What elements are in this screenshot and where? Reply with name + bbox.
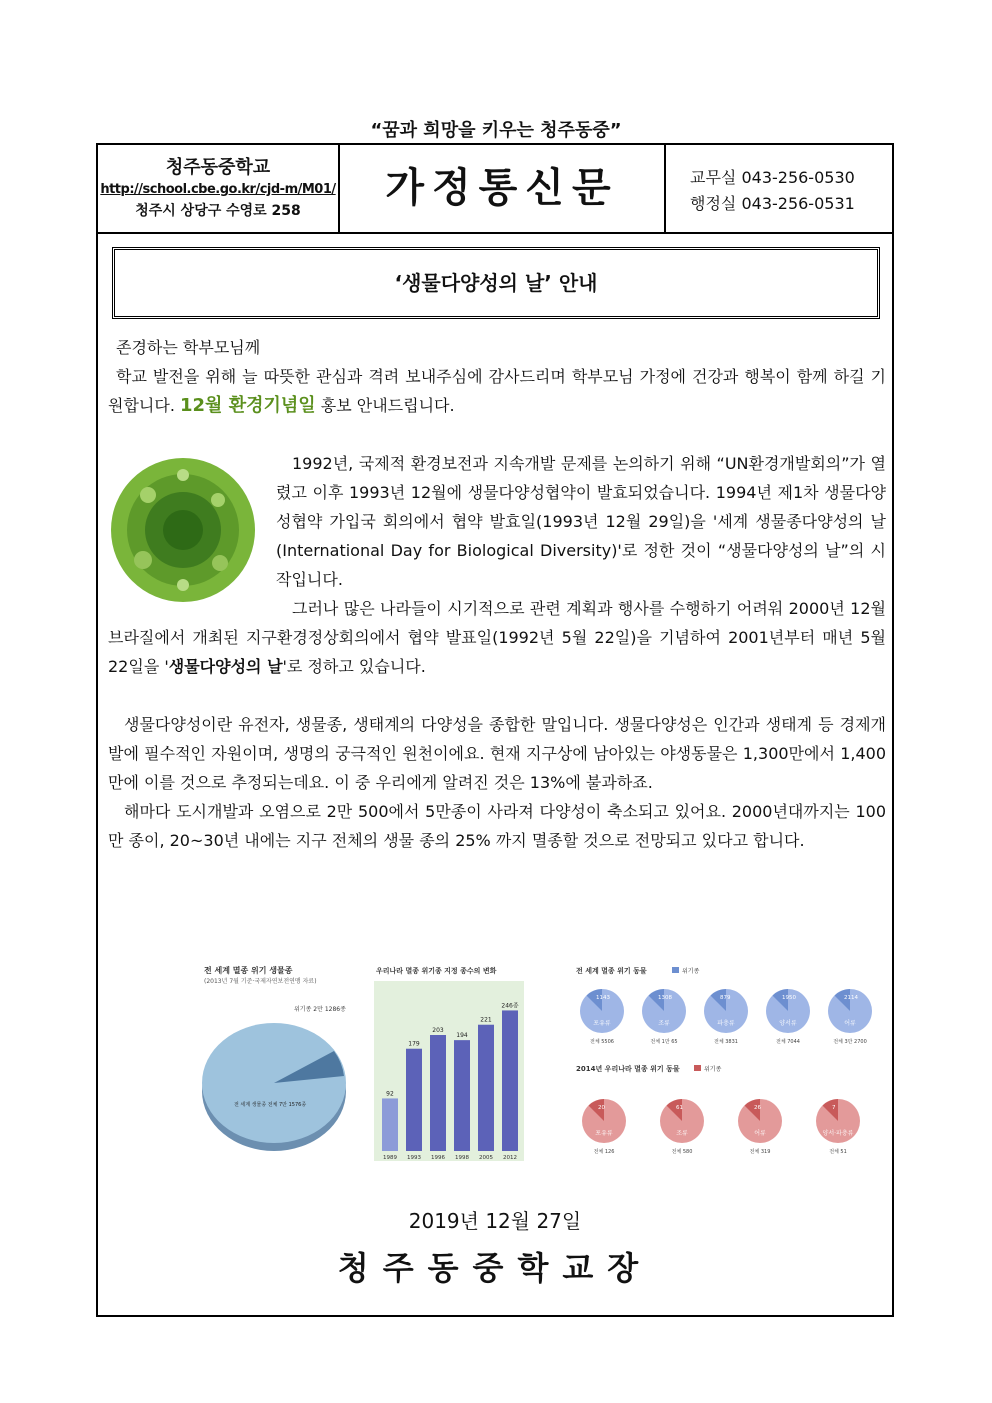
pie-value: 7 bbox=[832, 1105, 836, 1111]
pie-total: 전체 319 bbox=[749, 1149, 771, 1155]
pie-total: 전체 580 bbox=[671, 1149, 693, 1155]
biodiversity-globe-icon bbox=[108, 455, 258, 605]
chart1-title: 전 세계 멸종 위기 생물종 bbox=[204, 966, 293, 975]
chart2-value-label: 246종 bbox=[501, 1002, 519, 1010]
paragraph-date-change bbox=[108, 594, 886, 681]
pie-label: 조류 bbox=[658, 1020, 670, 1027]
document-title: 가정통신문 bbox=[340, 145, 666, 232]
chart1-label-endangered: 위기종 2만 1286종 bbox=[294, 1006, 346, 1013]
paragraph-definition: 생물다양성이란 유전자, 생물종, 생태계의 다양성을 종합한 말입니다. 생물다양성은 인간과 생태계 등 경제개발에 필수적인 자원이며, 생명의 궁극적인 원천이에요. 현재 지구상에 남아있는 야생동물은 1,300만에서 1,400만에 이를 것으로 추정되는데요. 이 중 우리에게 알려진 것은 13%에 불과하죠. bbox=[108, 715, 886, 792]
school-motto: “꿈과 희망을 키우는 청주동중” bbox=[370, 120, 622, 141]
chart1-label-total: 전 세계 생물종 전체 7만 1576종 bbox=[234, 1102, 307, 1108]
chart3-legend: 위기종 bbox=[682, 968, 700, 975]
pie-total: 전체 3만 2700 bbox=[833, 1039, 867, 1045]
phone-admin: 행정실 043-256-0531 bbox=[690, 194, 855, 213]
pie-value: 2114 bbox=[844, 995, 858, 1001]
chart2-value-label: 179 bbox=[408, 1040, 420, 1048]
intro-highlight: 12월 환경기념일 bbox=[180, 395, 316, 416]
chart4-title: 2014년 우리나라 멸종 위기 동물 bbox=[576, 1065, 680, 1073]
intro-text: 학교 발전을 위해 늘 따뜻한 관심과 격려 보내주심에 감사드리며 학부모님 가정에 건강과 행복이 함께 하길 기원합니다. bbox=[108, 367, 886, 415]
pie-label: 조류 bbox=[676, 1130, 688, 1137]
chart3-legend-swatch bbox=[672, 967, 679, 973]
greeting: 존경하는 학부모님께 bbox=[116, 338, 261, 357]
pie-total: 전체 126 bbox=[593, 1149, 615, 1155]
chart2-bar-1998 bbox=[454, 1040, 470, 1151]
chart2-tick-label: 1998 bbox=[455, 1155, 469, 1161]
pie-label: 어류 bbox=[754, 1130, 766, 1137]
pie-label: 포유류 bbox=[593, 1020, 611, 1027]
chart2-bar-2012 bbox=[502, 1010, 518, 1151]
pie-value: 1308 bbox=[658, 995, 672, 1001]
school-name: 청주동중학교 bbox=[165, 157, 271, 178]
extinction-infographic bbox=[194, 961, 894, 1171]
chart4-pies bbox=[582, 1099, 860, 1155]
pie-total: 전체 7044 bbox=[776, 1039, 800, 1045]
pie-value: 1143 bbox=[596, 995, 610, 1001]
chart2-value-label: 194 bbox=[456, 1032, 468, 1040]
chart2-bar-1996 bbox=[430, 1035, 446, 1151]
pie-value: 61 bbox=[676, 1105, 683, 1111]
chart3-title: 전 세계 멸종 위기 동물 bbox=[576, 967, 647, 975]
letterhead bbox=[98, 145, 892, 234]
pie-total: 전체 51 bbox=[829, 1149, 847, 1155]
chart4-legend-swatch bbox=[694, 1065, 701, 1071]
chart2-value-label: 92 bbox=[386, 1090, 394, 1098]
intro-paragraph bbox=[108, 362, 886, 420]
phone-office: 교무실 043-256-0530 bbox=[690, 168, 855, 187]
chart2-value-label: 221 bbox=[480, 1016, 492, 1024]
chart2-tick-label: 2012 bbox=[503, 1155, 517, 1161]
p2-bold: 생물다양성의 날 bbox=[168, 657, 283, 676]
pie-label: 포유류 bbox=[595, 1130, 613, 1137]
pie-label: 양서류 bbox=[779, 1020, 797, 1027]
chart2-tick-label: 1996 bbox=[431, 1155, 445, 1161]
pie-total: 전체 3831 bbox=[714, 1039, 738, 1045]
chart2-tick-label: 1989 bbox=[383, 1155, 397, 1161]
pie-label: 파충류 bbox=[717, 1020, 735, 1027]
pie-value: 20 bbox=[598, 1105, 605, 1111]
pie-label: 어류 bbox=[844, 1020, 856, 1027]
pie-value: 1950 bbox=[782, 995, 796, 1001]
school-info bbox=[98, 145, 340, 232]
notice-date: 2019년 12월 27일 bbox=[408, 1209, 582, 1233]
p2-text-end: '로 정하고 있습니다. bbox=[282, 657, 426, 676]
paragraph-extinction: 해마다 도시개발과 오염으로 2만 500에서 5만종이 사라져 다양성이 축소되고 있어요. 2000년대까지는 100만 종이, 20~30년 내에는 지구 전체의 생물 종의 25% 까지 멸종할 것으로 전망되고 있다고 합니다. bbox=[108, 802, 886, 850]
pie-total: 전체 1만 65 bbox=[650, 1039, 678, 1045]
chart2-value-label: 203 bbox=[432, 1027, 444, 1034]
notice-title: ‘생물다양성의 날’ 안내 bbox=[112, 247, 880, 319]
pie-total: 전체 5506 bbox=[590, 1039, 614, 1045]
chart2-tick-label: 1993 bbox=[407, 1155, 421, 1161]
paragraph-history: 1992년, 국제적 환경보전과 지속개발 문제를 논의하기 위해 “UN환경개발회의”가 열렸고 이후 1993년 12월에 생물다양성협약이 발효되었습니다. 1994년 제1차 생물다양성협약 가입국 회의에서 협약 발효일(1993년 12월 29일)을 '세계 생물종다양성의 날(International Day for Biological Diversity)'로 정한 것이 “생물다양성의 날”의 시작입니다. bbox=[276, 454, 886, 589]
principal-signature: 청주동중학교장 bbox=[337, 1249, 653, 1287]
contact-info bbox=[666, 145, 892, 232]
school-url[interactable]: http://school.cbe.go.kr/cjd-m/M01/ bbox=[100, 182, 336, 197]
chart1-subtitle: (2013년 7월 기준·국제자연보전연맹 자료) bbox=[204, 978, 317, 985]
chart3-pies bbox=[580, 989, 872, 1045]
chart4-legend: 위기종 bbox=[704, 1066, 722, 1073]
chart2-bar-2005 bbox=[478, 1025, 494, 1151]
chart2-bar-1993 bbox=[406, 1049, 422, 1151]
school-address: 청주시 상당구 수영로 258 bbox=[135, 203, 301, 219]
pie-value: 26 bbox=[754, 1105, 761, 1111]
notice-frame bbox=[96, 143, 894, 1317]
intro-text-end: 홍보 안내드립니다. bbox=[315, 396, 455, 415]
pie-value: 879 bbox=[720, 995, 731, 1001]
notice-body bbox=[108, 333, 886, 855]
chart2-bar-1989 bbox=[382, 1098, 398, 1151]
pie-label: 양서·파충류 bbox=[822, 1130, 854, 1137]
chart2-title: 우리나라 멸종 위기종 지정 종수의 변화 bbox=[376, 967, 497, 975]
p2-text: 그러나 많은 나라들이 시기적으로 관련 계획과 행사를 수행하기 어려워 2000년 12월 브라질에서 개최된 지구환경정상회의에서 협약 발표일(1992년 5월 22일)을 기념하여 2001년부터 매년 5월 22일을 ' bbox=[108, 599, 886, 676]
chart2-tick-label: 2005 bbox=[479, 1155, 493, 1161]
